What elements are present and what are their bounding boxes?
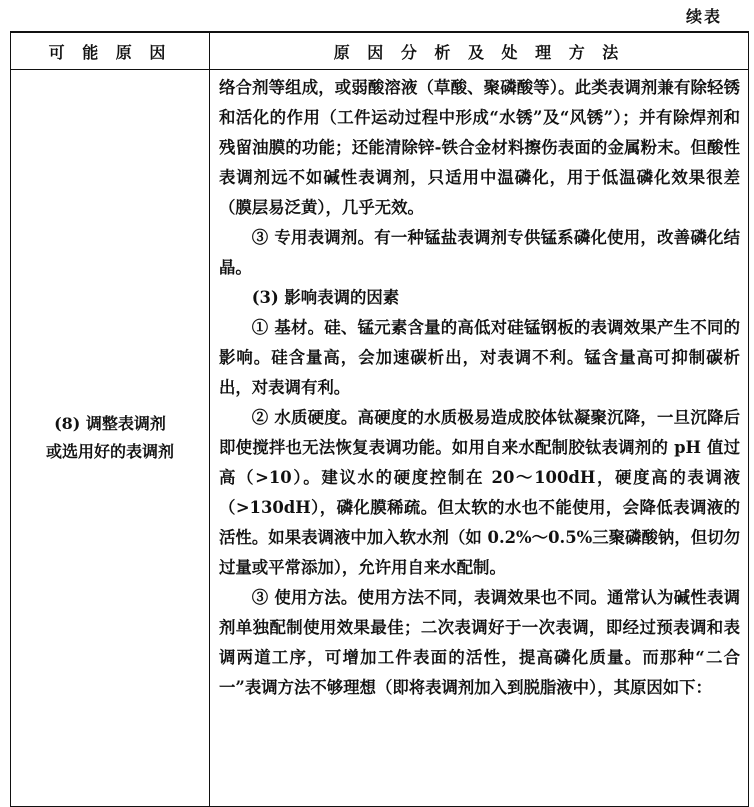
- analysis-paragraph: 络合剂等组成，或弱酸溶液（草酸、聚磷酸等）。此类表调剂兼有除轻锈和活化的作用（工件运动过程中形成“水锈”及“风锈”）；并有除焊剂和残留油膜的功能；还能清除锌-铁合金材料擦伤表面的金属粉末。但酸性表调剂远不如碱性表调剂，只适用中温磷化，用于低温磷化效果很差（膜层易泛黄），几乎无效。: [219, 78, 740, 217]
- analysis-cell: [210, 70, 749, 807]
- cause-line: 或选用好的表调剂: [45, 442, 174, 461]
- analysis-paragraph: ② 水质硬度。高硬度的水质极易造成胶体钛凝聚沉降，一旦沉降后即使搅拌也无法恢复表调功能。如用自来水配制胶钛表调剂的 pH 值过高（>10）。建议水的硬度控制在 20～100dH，硬度高的表调液（>130dH），磷化膜稀疏。但太软的水也不能使用，会降低表调液的活性。如果表调液中加入软水剂（如 0.2%～0.5%三聚磷酸钠，但切勿过量或平常添加），允许用自来水配制。: [219, 408, 740, 577]
- analysis-paragraph: ① 基材。硅、锰元素含量的高低对硅锰钢板的表调效果产生不同的影响。硅含量高，会加速碳析出，对表调不利。锰含量高可抑制碳析出，对表调有利。: [219, 318, 740, 397]
- continued-label: 续表: [685, 7, 722, 26]
- header-analysis-method: 原 因 分 析 及 处 理 方 法: [210, 32, 749, 70]
- analysis-paragraph: ③ 专用表调剂。有一种锰盐表调剂专供锰系磷化使用，改善磷化结晶。: [219, 228, 740, 277]
- table-header-row: [11, 32, 749, 70]
- header-possible-cause: 可 能 原 因: [11, 32, 210, 70]
- cause-line: (8) 调整表调剂: [54, 414, 166, 433]
- table-row: [11, 70, 749, 807]
- analysis-subheading: (3) 影响表调的因素: [251, 288, 400, 307]
- analysis-paragraph: ③ 使用方法。使用方法不同，表调效果也不同。通常认为碱性表调剂单独配制使用效果最佳；二次表调好于一次表调，即经过预表调和表调两道工序，可增加工件表面的活性，提高磷化质量。而那种“二合一”表调方法不够理想（即将表调剂加入到脱脂液中），其原因如下：: [219, 588, 740, 697]
- cause-analysis-table: [10, 31, 749, 807]
- cause-cell: [11, 70, 210, 807]
